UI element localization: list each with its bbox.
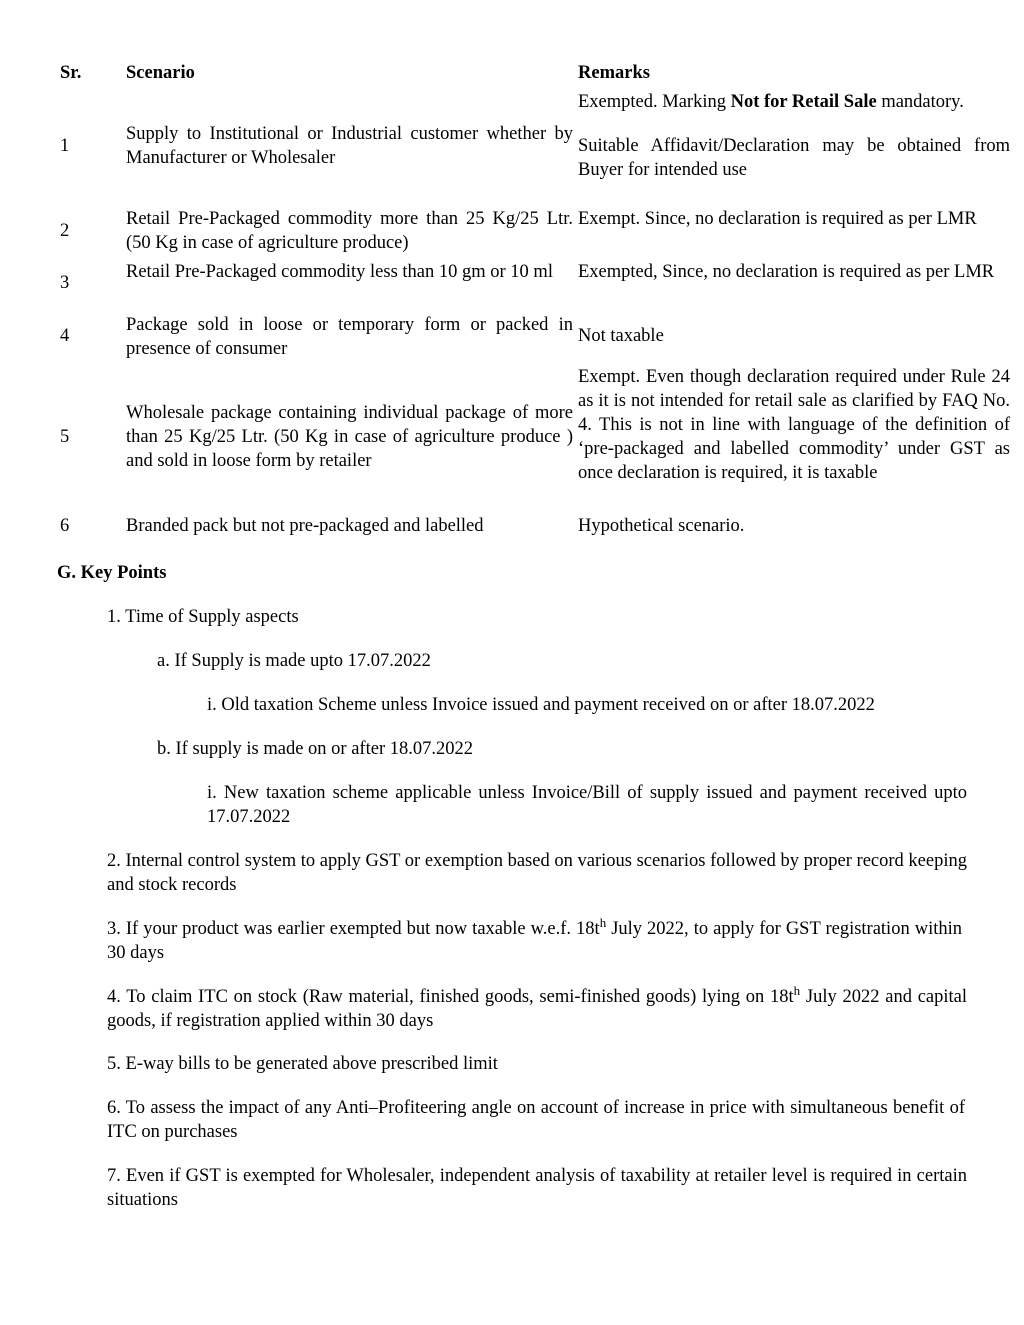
row-4-remark: Not taxable [578,326,664,346]
row-1-sr: 1 [60,136,70,156]
key-point-3: 3. If your product was earlier exempted but now taxable w.e.f. $18t^h$ July 2022, to apply for GST registration within 30 days [107,915,962,963]
row-5-scenario: Wholesale package containing individual package of more than 25 Kg/25 Ltr. (50 Kg in case of agriculture produce ) and sold in loose form by retailer [126,403,573,471]
row-6-remark: Hypothetical scenario. [578,516,745,536]
header-scenario: Scenario [126,63,195,83]
key-point-1a: a. If Supply is made upto 17.07.2022 [157,651,431,671]
row-2-remark: Exempt. Since, no declaration is required as per LMR [578,209,977,229]
key-point-1b: b. If supply is made on or after 18.07.2022 [157,739,473,759]
row-4-scenario: Package sold in loose or temporary form or packed in presence of consumer [126,315,573,359]
key-point-1b-i: i. New taxation scheme applicable unless Invoice/Bill of supply issued and payment received upto 17.07.2022 [207,783,967,827]
row-5-sr: 5 [60,427,70,447]
row-3-sr: 3 [60,273,70,293]
row-4-sr: 4 [60,326,70,346]
row-6-scenario: Branded pack but not pre-packaged and labelled [126,516,484,536]
header-sr: Sr. [60,63,82,83]
row-1-remark-2: Suitable Affidavit/Declaration may be obtained from Buyer for intended use [578,136,1010,180]
key-point-1: 1. Time of Supply aspects [107,607,299,627]
row-6-sr: 6 [60,516,70,536]
row-2-scenario: Retail Pre-Packaged commodity more than 25 Kg/25 Ltr. (50 Kg in case of agriculture produce) [126,209,573,253]
row-3-remark: Exempted, Since, no declaration is required as per LMR [578,262,995,282]
key-point-6: 6. To assess the impact of any Anti–Profiteering angle on account of increase in price with simultaneous benefit of ITC on purchases [107,1098,965,1142]
key-point-5: 5. E-way bills to be generated above prescribed limit [107,1054,498,1074]
key-point-1a-i: i. Old taxation Scheme unless Invoice issued and payment received on or after 18.07.2022 [207,695,875,715]
key-point-2: 2. Internal control system to apply GST or exemption based on various scenarios followed by proper record keeping and stock records [107,851,967,895]
row-1-remark: Exempted. Marking Not for Retail Sale mandatory. [578,92,964,112]
key-point-7: 7. Even if GST is exempted for Wholesaler, independent analysis of taxability at retailer level is required in certain situations [107,1166,967,1210]
row-1-scenario: Supply to Institutional or Industrial customer whether by Manufacturer or Wholesaler [126,124,573,168]
row-3-scenario: Retail Pre-Packaged commodity less than 10 gm or 10 ml [126,262,553,282]
row-5-remark: Exempt. Even though declaration required under Rule 24 as it is not intended for retail sale as clarified by FAQ No. 4. This is not in line with language of the definition of ‘pre-packaged and labelled commodity’ under GST as once declaration is required, it is taxable [578,367,1010,483]
key-point-4: 4. To claim ITC on stock (Raw material, finished goods, semi-finished goods) lying on $18t^h$ July 2022 and capital goods, if registration applied within 30 days [107,983,967,1031]
not-for-retail-sale-emphasis: Not for Retail Sale [730,92,877,112]
key-points-heading: G. Key Points [57,563,167,583]
row-2-sr: 2 [60,221,70,241]
header-remarks: Remarks [578,63,650,83]
